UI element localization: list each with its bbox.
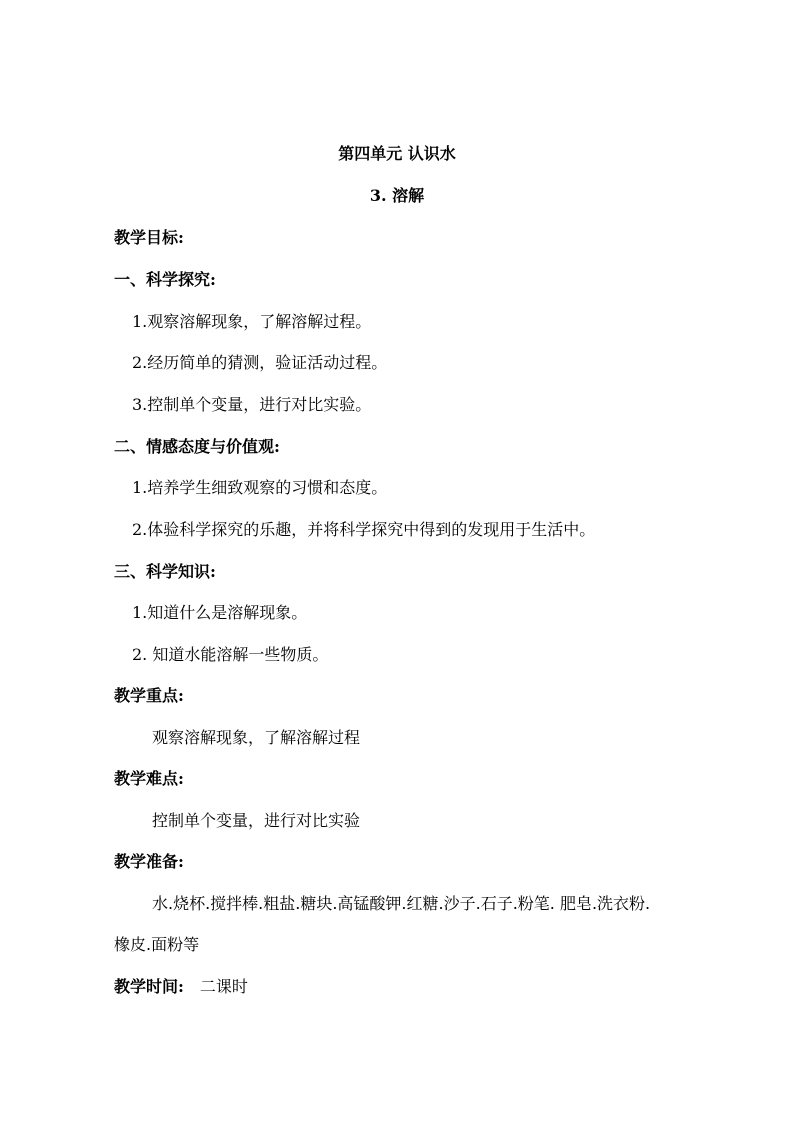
teaching-time [114,977,248,997]
difficulty-label: 教学难点: [114,769,184,788]
list-item: 3.控制单个变量，进行对比实验。 [132,395,372,414]
list-item: 2. 知道水能溶解一些物质。 [132,645,329,664]
preparation-line-1: 水.烧杯.搅拌棒.粗盐.糖块.高锰酸钾.红糖.沙子.石子.粉笔. 肥皂.洗衣粉. [152,894,651,913]
key-point-text: 观察溶解现象，了解溶解过程 [152,728,361,747]
preparation-line-2: 橡皮.面粉等 [114,935,200,954]
preparation-label: 教学准备: [114,852,184,871]
lesson-title: 3. 溶解 [369,186,425,205]
section-heading-knowledge: 三、科学知识: [114,562,216,581]
list-item: 2.经历简单的猜测，验证活动过程。 [132,353,388,372]
difficulty-text: 控制单个变量，进行对比实验 [152,811,361,830]
list-item: 1.知道什么是溶解现象。 [132,603,308,622]
list-item: 1.培养学生细致观察的习惯和态度。 [132,478,388,497]
unit-title: 第四单元 认识水 [338,144,456,163]
time-value: 二课时 [199,977,248,996]
list-item: 1.观察溶解现象，了解溶解过程。 [132,312,372,331]
objectives-heading: 教学目标: [114,228,184,247]
section-heading-attitude: 二、情感态度与价值观: [114,437,280,456]
time-label: 教学时间: [114,977,184,996]
section-heading-inquiry: 一、科学探究: [114,270,216,289]
key-point-label: 教学重点: [114,686,184,705]
list-item: 2.体验科学探究的乐趣，并将科学探究中得到的发现用于生活中。 [132,520,596,539]
